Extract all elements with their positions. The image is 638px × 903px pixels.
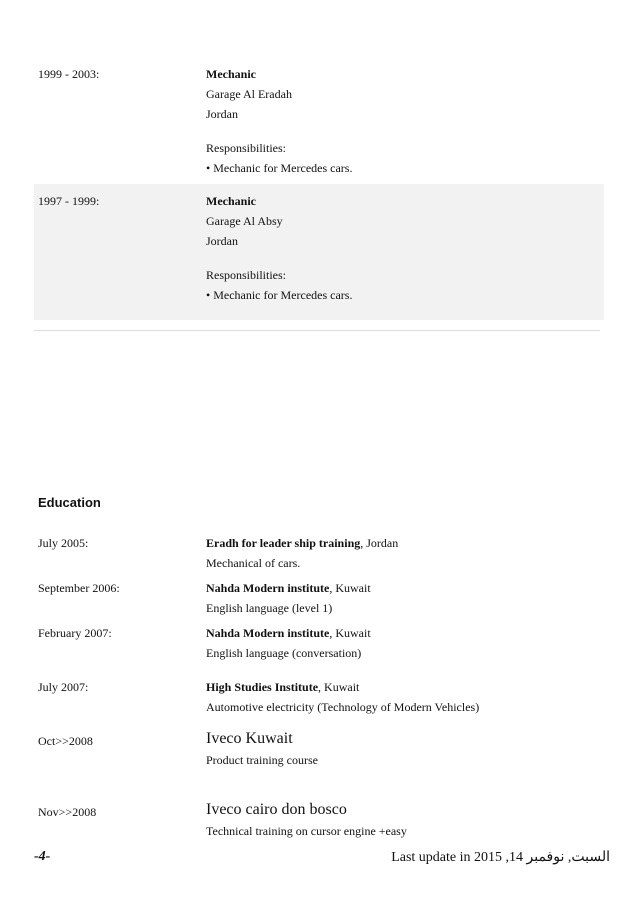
last-update: Last update in 2015 ,14 السبت, نوفمبر [391,850,610,865]
section-divider [34,330,600,331]
institution-name: Nahda Modern institute [206,626,330,640]
course-detail: English language (conversation) [206,646,362,660]
education-entry [34,623,604,665]
education-entry [34,728,604,772]
responsibility-item: • Mechanic for Mercedes cars. [206,288,353,302]
entry-date: 1999 - 2003: [38,67,100,81]
institution-name: Eradh for leader ship training [206,536,361,550]
page-number: -4- [34,849,51,864]
entry-details [206,799,602,841]
company-name: Garage Al Eradah [206,87,292,101]
job-title: Mechanic [206,67,256,81]
institution-place: , Kuwait [318,680,360,694]
responsibility-item: • Mechanic for Mercedes cars. [206,161,353,175]
entry-date: Oct>>2008 [38,734,93,748]
entry-date: September 2006: [38,581,120,595]
entry-details [206,578,602,618]
institution-name: Iveco Kuwait [206,730,293,747]
institution-place: , Kuwait [329,626,371,640]
job-location: Jordan [206,234,238,248]
education-heading: Education [38,495,101,510]
entry-date: July 2005: [38,536,89,550]
entry-date: February 2007: [38,626,112,640]
responsibilities-label: Responsibilities: [206,268,287,282]
entry-date: July 2007: [38,680,89,694]
course-detail: Mechanical of cars. [206,556,301,570]
company-name: Garage Al Absy [206,214,283,228]
entry-details [206,623,602,663]
entry-details [206,64,602,178]
entry-details [206,533,602,573]
experience-entry [34,62,604,184]
institution-place: , Kuwait [329,581,371,595]
course-detail: Automotive electricity (Technology of Modern Vehicles) [206,700,480,714]
institution-name: Nahda Modern institute [206,581,330,595]
entry-details [206,728,602,770]
entry-details [206,677,602,717]
education-entry [34,533,604,575]
institution-place: , Jordan [360,536,399,550]
experience-entry [34,184,604,320]
responsibilities-label: Responsibilities: [206,141,287,155]
entry-details [206,191,602,305]
course-detail: Technical training on cursor engine +easy [206,824,407,838]
education-entry [34,578,604,620]
course-detail: English language (level 1) [206,601,333,615]
job-location: Jordan [206,107,238,121]
education-entry [34,799,604,843]
education-entry [34,677,604,719]
course-detail: Product training course [206,753,318,767]
job-title: Mechanic [206,194,256,208]
entry-date: 1997 - 1999: [38,194,100,208]
institution-name: High Studies Institute [206,680,319,694]
entry-date: Nov>>2008 [38,805,97,819]
institution-name: Iveco cairo don bosco [206,801,347,818]
